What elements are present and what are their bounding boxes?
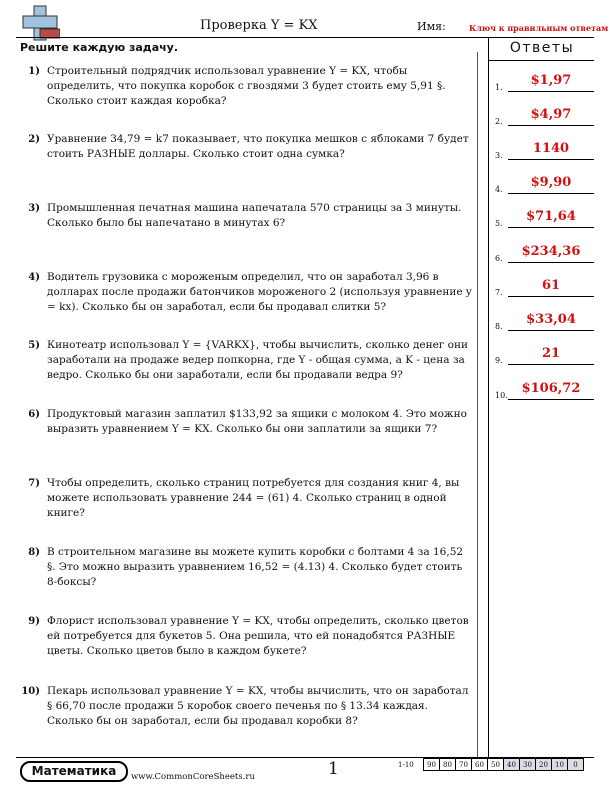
answer-value: $1,97 xyxy=(530,73,572,88)
answer-value: $33,04 xyxy=(526,312,576,327)
question-text: Водитель грузовика с мороженым определил, что он заработал 3,96 в долларах после продажи батончиков мороженого 2 (используя уравнение y = kx). Сколько бы он заработал, если бы продавал слитки 5? xyxy=(47,271,472,313)
answer-number: 7. xyxy=(495,288,503,297)
answer-number: 3. xyxy=(495,151,503,160)
score-range-label: 1-10 xyxy=(398,761,414,769)
question-text: Флорист использовал уравнение Y = KX, чтобы определить, сколько цветов ей потребуется для букетов 5. Она решила, что ей понадобятся РАЗНЫЕ цветы. Сколько цветов было в каждом букете? xyxy=(47,615,469,657)
answers-title-underline xyxy=(488,60,594,61)
answer-line xyxy=(508,125,594,126)
answer-line xyxy=(508,159,594,160)
answer-value: $106,72 xyxy=(521,381,581,396)
name-label: Имя: xyxy=(417,20,446,33)
answer-number: 8. xyxy=(495,322,503,331)
question-number: 3) xyxy=(28,203,40,214)
answer-value: 21 xyxy=(541,346,561,361)
score-cell: 80 xyxy=(440,759,456,771)
score-cell: 50 xyxy=(488,759,504,771)
answer-number: 4. xyxy=(495,185,503,194)
score-cell: 90 xyxy=(424,759,440,771)
page-number: 1 xyxy=(328,759,339,779)
question-number: 1) xyxy=(28,66,40,77)
answer-number: 9. xyxy=(495,356,503,365)
answer-value: $4,97 xyxy=(530,107,572,122)
question-text: Продуктовый магазин заплатил $133,92 за ящики с молоком 4. Это можно выразить уравнением Y = KX. Сколько бы они заплатили за ящики 7? xyxy=(47,408,467,435)
answer-line xyxy=(508,227,594,228)
answer-line xyxy=(508,262,594,263)
answer-line xyxy=(508,399,594,400)
answer-line xyxy=(508,91,594,92)
answer-value: $234,36 xyxy=(521,244,581,259)
question-number: 4) xyxy=(28,272,40,283)
score-cell: 10 xyxy=(552,759,568,771)
question-number: 2) xyxy=(28,134,40,145)
score-cell: 40 xyxy=(504,759,520,771)
answer-number: 5. xyxy=(495,219,503,228)
question-text: Чтобы определить, сколько страниц потребуется для создания книг 4, вы можете использовать уравнение 244 = (61) 4. Сколько страниц в одной книге? xyxy=(47,477,460,519)
question-text: Кинотеатр использовал Y = {VARKX}, чтобы вычислить, сколько денег они заработали на продаже ведер попкорна, где Y - общая сумма, а K - цена за ведро. Сколько бы они заработали, если бы продавали ведра 9? xyxy=(47,339,468,381)
answer-number: 10. xyxy=(495,391,508,400)
answers-title: Ответы xyxy=(509,40,575,56)
header-divider xyxy=(16,37,594,38)
subject-badge: Математика xyxy=(20,761,128,782)
score-table xyxy=(423,758,584,771)
question-number: 10) xyxy=(21,686,40,697)
answer-value: $9,90 xyxy=(530,175,572,190)
question-text: Промышленная печатная машина напечатала 570 страницы за 3 минуты. Сколько было бы напечатано в минутах 6? xyxy=(47,202,462,229)
score-cell: 30 xyxy=(520,759,536,771)
question-number: 5) xyxy=(28,340,40,351)
answer-line xyxy=(508,330,594,331)
score-cell: 70 xyxy=(456,759,472,771)
answer-line xyxy=(508,193,594,194)
answer-line xyxy=(508,296,594,297)
worksheet-title: Проверка Y = KX xyxy=(200,18,318,33)
question-number: 9) xyxy=(28,616,40,627)
answer-value: $71,64 xyxy=(526,209,576,224)
question-text: Уравнение 34,79 = k7 показывает, что покупка мешков с яблоками 7 будет стоить РАЗНЫЕ доллары. Сколько стоит одна сумка? xyxy=(47,133,469,160)
question-text: Строительный подрядчик использовал уравнение Y = KX, чтобы определить, что покупка коробок с гвоздями 3 будет стоить ему 5,91 §. Сколько стоит каждая коробка? xyxy=(47,65,446,107)
question-number: 8) xyxy=(28,547,40,558)
question-number: 6) xyxy=(28,409,40,420)
answer-line xyxy=(508,364,594,365)
answer-value: 1140 xyxy=(532,141,570,156)
answer-number: 2. xyxy=(495,117,503,126)
answer-key-label: Ключ к правильным ответам xyxy=(469,23,609,33)
answer-number: 1. xyxy=(495,83,503,92)
answers-divider xyxy=(488,38,489,757)
answer-number: 6. xyxy=(495,254,503,263)
question-text: В строительном магазине вы можете купить коробки с болтами 4 за 16,52 §. Это можно выразить уравнением 16,52 = (4.13) 4. Сколько будет стоить 8-боксы? xyxy=(47,546,464,588)
score-cell: 20 xyxy=(536,759,552,771)
column-divider xyxy=(477,52,478,757)
question-number: 7) xyxy=(28,478,40,489)
answer-value: 61 xyxy=(541,278,561,293)
score-cell: 60 xyxy=(472,759,488,771)
instructions: Решите каждую задачу. xyxy=(20,41,179,54)
question-text: Пекарь использовал уравнение Y = KX, чтобы вычислить, что он заработал § 66,70 после продажи 5 коробок своего печенья по § 13.34 каждая. Сколько бы он заработал, если бы продавал коробки 8? xyxy=(47,685,469,727)
site-url: www.CommonCoreSheets.ru xyxy=(131,772,255,782)
score-cell: 0 xyxy=(568,759,584,771)
